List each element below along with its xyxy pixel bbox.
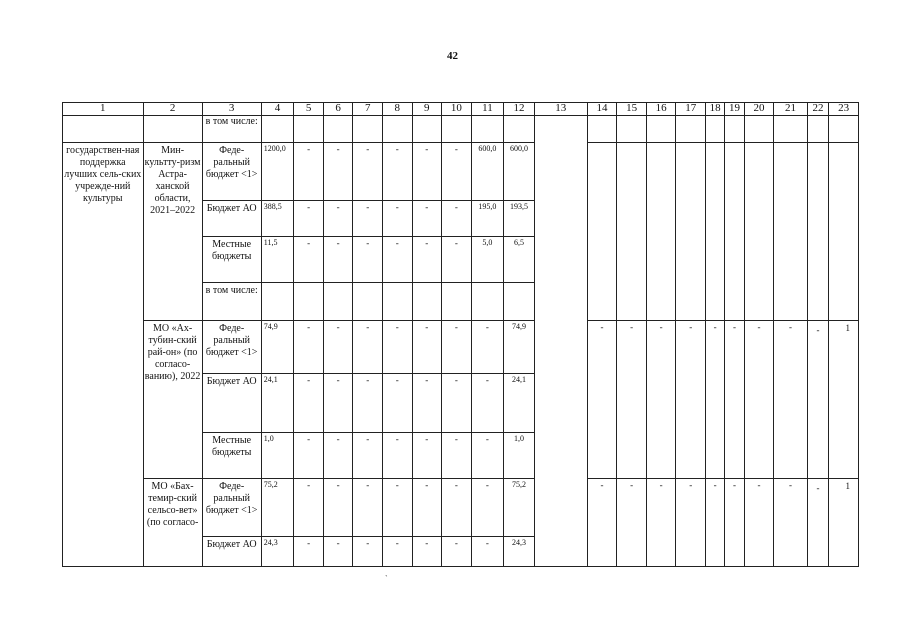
dash-cell: -	[412, 479, 442, 537]
dash-cell: -	[412, 374, 442, 433]
dash-cell: -	[412, 143, 442, 201]
dash-cell: -	[412, 433, 442, 479]
dash-cell: -	[382, 537, 412, 567]
dash-cell: -	[676, 321, 706, 479]
table-row	[63, 143, 859, 201]
dash-cell: -	[646, 479, 676, 567]
table-cell	[294, 116, 324, 143]
cell-label: в том числе:	[202, 116, 261, 143]
dash-cell: -	[294, 433, 324, 479]
table-cell	[829, 143, 859, 321]
executor-org: МО «Бах-темир-ский сельсо-вет» (по согласо-	[143, 479, 202, 567]
dash-cell: -	[442, 201, 472, 237]
table-cell	[744, 143, 774, 321]
value-cell: 24,1	[504, 374, 535, 433]
count-cell: 1	[829, 321, 859, 479]
col-header: 1	[63, 103, 144, 116]
program-table	[62, 102, 859, 567]
dash-cell: -	[353, 143, 383, 201]
value-cell: 600,0	[504, 143, 535, 201]
executor-org: Мин-культту-ризм Астра-ханской области, 2021–2022	[143, 143, 202, 321]
table-cell	[705, 116, 724, 143]
table-cell	[534, 116, 587, 567]
table-cell	[353, 283, 383, 321]
table-cell	[442, 283, 472, 321]
table-cell	[382, 283, 412, 321]
dash-cell: -	[353, 479, 383, 537]
col-header: 22	[807, 103, 828, 116]
dash-cell: -	[412, 237, 442, 283]
budget-type: Бюджет АО	[202, 201, 261, 237]
value-cell: 388,5	[261, 201, 294, 237]
dash-cell: -	[294, 321, 324, 374]
budget-type: Бюджет АО	[202, 374, 261, 433]
cell-label: в том числе:	[202, 283, 261, 321]
value-cell: 1,0	[504, 433, 535, 479]
table-cell	[471, 283, 504, 321]
dash-cell: -	[323, 321, 353, 374]
table-cell	[261, 283, 294, 321]
value-cell: 24,3	[504, 537, 535, 567]
col-header: 14	[587, 103, 617, 116]
col-header: 3	[202, 103, 261, 116]
value-cell: 1,0	[261, 433, 294, 479]
dash-cell: -	[323, 537, 353, 567]
table-cell	[744, 116, 774, 143]
page-number: 42	[447, 50, 458, 62]
table-cell	[829, 116, 859, 143]
table-cell	[294, 283, 324, 321]
value-cell: 195,0	[471, 201, 504, 237]
dash-cell: -	[412, 321, 442, 374]
dash-cell: -	[725, 321, 744, 479]
dash-cell: -	[744, 321, 774, 479]
dash-cell: -	[382, 433, 412, 479]
dash-cell: -	[382, 237, 412, 283]
dash-cell: -	[442, 374, 472, 433]
dash-cell: -	[412, 201, 442, 237]
dash-cell: -	[382, 143, 412, 201]
col-header: 16	[646, 103, 676, 116]
dash-cell: -	[323, 143, 353, 201]
col-header: 7	[353, 103, 383, 116]
measure-name: государствен-ная поддержка лучших сель-ских учрежде-ний культуры	[63, 143, 144, 567]
table-cell	[143, 116, 202, 143]
dash-cell: -	[442, 433, 472, 479]
dash-cell: -	[323, 479, 353, 537]
value-cell: 5,0	[471, 237, 504, 283]
col-header: 10	[442, 103, 472, 116]
dash-cell: -	[442, 479, 472, 537]
dash-cell: -	[705, 479, 724, 567]
table-row	[63, 479, 859, 537]
table-cell	[504, 116, 535, 143]
table-cell	[323, 116, 353, 143]
dash-cell: -	[382, 321, 412, 374]
table-container	[62, 102, 859, 567]
dash-cell: -	[471, 374, 504, 433]
dash-cell: -	[442, 537, 472, 567]
dash-cell: -	[323, 201, 353, 237]
dash-cell: -	[294, 237, 324, 283]
dash-cell: -	[807, 479, 828, 567]
dash-cell: -	[353, 201, 383, 237]
table-row	[63, 321, 859, 374]
table-cell	[725, 143, 744, 321]
col-header: 5	[294, 103, 324, 116]
dash-cell: -	[442, 321, 472, 374]
dash-cell: -	[587, 321, 617, 479]
budget-type: Феде-ральный бюджет <1>	[202, 143, 261, 201]
budget-type: Местные бюджеты	[202, 237, 261, 283]
value-cell: 1200,0	[261, 143, 294, 201]
budget-type: Бюджет АО	[202, 537, 261, 567]
executor-org: МО «Ах-тубин-ский рай-он» (по согласо-ванию), 2022	[143, 321, 202, 479]
dash-cell: -	[353, 321, 383, 374]
table-cell	[676, 143, 706, 321]
table-cell	[353, 116, 383, 143]
dash-cell: -	[442, 237, 472, 283]
value-cell: 74,9	[504, 321, 535, 374]
dash-cell: -	[646, 321, 676, 479]
value-cell: 75,2	[261, 479, 294, 537]
dash-cell: -	[471, 479, 504, 537]
col-header: 18	[705, 103, 724, 116]
col-header: 19	[725, 103, 744, 116]
value-cell: 74,9	[261, 321, 294, 374]
col-header: 23	[829, 103, 859, 116]
dash-cell: -	[294, 143, 324, 201]
table-cell	[382, 116, 412, 143]
dash-cell: -	[323, 237, 353, 283]
value-cell: 24,3	[261, 537, 294, 567]
table-cell	[412, 116, 442, 143]
dash-cell: -	[382, 479, 412, 537]
table-cell	[471, 116, 504, 143]
dash-cell: -	[294, 479, 324, 537]
dash-cell: -	[471, 433, 504, 479]
col-header: 21	[774, 103, 808, 116]
table-cell	[725, 116, 744, 143]
dash-cell: -	[617, 321, 647, 479]
table-cell	[617, 116, 647, 143]
dash-cell: -	[471, 537, 504, 567]
col-header: 9	[412, 103, 442, 116]
dash-cell: -	[442, 143, 472, 201]
dash-cell: -	[587, 479, 617, 567]
table-cell	[442, 116, 472, 143]
col-header: 20	[744, 103, 774, 116]
table-cell	[774, 116, 808, 143]
col-header: 11	[471, 103, 504, 116]
dash-cell: -	[412, 537, 442, 567]
col-header: 17	[676, 103, 706, 116]
dash-cell: -	[353, 537, 383, 567]
budget-type: Феде-ральный бюджет <1>	[202, 479, 261, 537]
table-cell	[63, 116, 144, 143]
dash-cell: -	[353, 433, 383, 479]
dash-cell: -	[323, 433, 353, 479]
count-cell: 1	[829, 479, 859, 567]
stray-mark: `	[385, 574, 388, 583]
table-cell	[676, 116, 706, 143]
table-cell	[587, 116, 617, 143]
table-cell	[412, 283, 442, 321]
table-row	[63, 116, 859, 143]
dash-cell: -	[294, 537, 324, 567]
table-cell	[807, 143, 828, 321]
table-cell	[646, 143, 676, 321]
col-header: 2	[143, 103, 202, 116]
dash-cell: -	[617, 479, 647, 567]
col-header: 8	[382, 103, 412, 116]
col-header: 6	[323, 103, 353, 116]
value-cell: 600,0	[471, 143, 504, 201]
col-header: 12	[504, 103, 535, 116]
col-header: 13	[534, 103, 587, 116]
dash-cell: -	[382, 201, 412, 237]
table-cell	[646, 116, 676, 143]
dash-cell: -	[807, 321, 828, 479]
table-cell	[774, 143, 808, 321]
dash-cell: -	[382, 374, 412, 433]
dash-cell: -	[744, 479, 774, 567]
header-row	[63, 103, 859, 116]
dash-cell: -	[676, 479, 706, 567]
table-cell	[807, 116, 828, 143]
dash-cell: -	[725, 479, 744, 567]
table-cell	[323, 283, 353, 321]
table-cell	[587, 143, 617, 321]
value-cell: 193,5	[504, 201, 535, 237]
dash-cell: -	[323, 374, 353, 433]
dash-cell: -	[353, 237, 383, 283]
table-cell	[705, 143, 724, 321]
dash-cell: -	[774, 479, 808, 567]
value-cell: 75,2	[504, 479, 535, 537]
budget-type: Феде-ральный бюджет <1>	[202, 321, 261, 374]
value-cell: 24,1	[261, 374, 294, 433]
table-cell	[504, 283, 535, 321]
dash-cell: -	[471, 321, 504, 374]
col-header: 4	[261, 103, 294, 116]
col-header: 15	[617, 103, 647, 116]
table-cell	[261, 116, 294, 143]
dash-cell: -	[294, 374, 324, 433]
dash-cell: -	[353, 374, 383, 433]
dash-cell: -	[705, 321, 724, 479]
dash-cell: -	[774, 321, 808, 479]
dash-cell: -	[294, 201, 324, 237]
value-cell: 11,5	[261, 237, 294, 283]
budget-type: Местные бюджеты	[202, 433, 261, 479]
table-cell	[617, 143, 647, 321]
value-cell: 6,5	[504, 237, 535, 283]
